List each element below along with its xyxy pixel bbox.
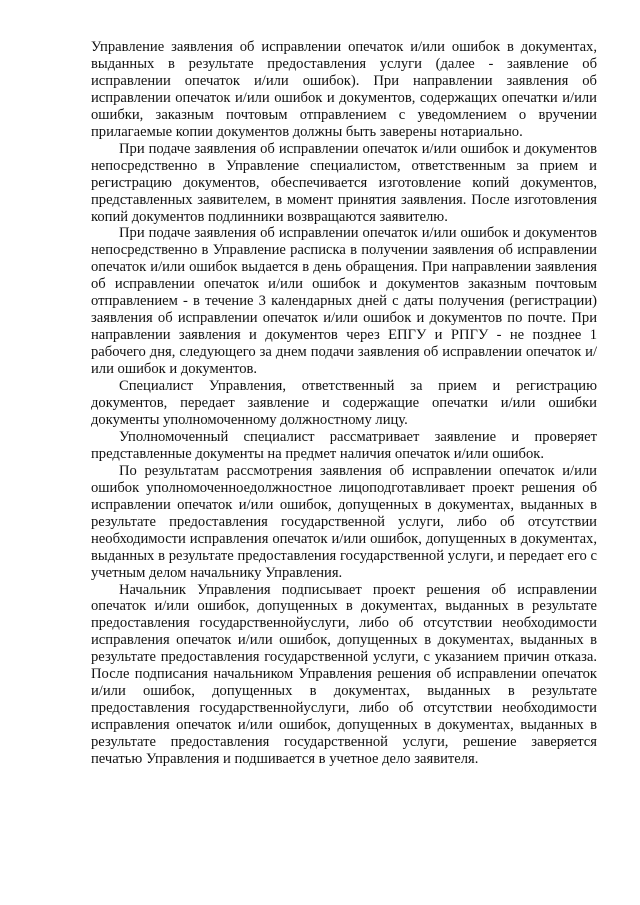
paragraph-receipt: При подаче заявления об исправлении опечаток и/или ошибок и документов непосредственно в Управление расписка в получении заявления об исправлении опечаток и/или ошибок выдается в день обращения. При направлении заявления об исправлении опечаток и/или ошибок и документов заказным почтовым отправлением - в течение 3 календарных дней с даты получения (регистрации) заявления об исправлении опечаток и/или ошибок и документов по почте. При направлении заявления и документов через ЕПГУ и РПГУ - не позднее 1 рабочего дня, следующего за днем подачи заявления об исправлении опечаток и/или ошибок и документов. xyxy=(91,225,597,378)
paragraph-continuation: Управление заявления об исправлении опечаток и/или ошибок в документах, выданных в результате предоставления услуги (далее - заявление об исправлении опечаток и/или ошибок). При направлении заявления об исправлении опечаток и/или ошибок и документов, содержащих опечатки и/или ошибки, заказным почтовым отправлением с уведомлением о вручении прилагаемые копии документов должны быть заверены нотариально. xyxy=(91,39,597,140)
document-page xyxy=(91,39,597,768)
paragraph-draft-decision: По результатам рассмотрения заявления об исправлении опечаток и/или ошибок уполномоченноедолжностное лицоподготавливает проект решения об исправлении опечаток и/или ошибок, допущенных в документах, выданных в результате предоставления государственной услуги, либо об отсутствии необходимости исправления опечаток и/или ошибок, допущенных в документах, выданных в результате предоставления государственной услуги, и передает его с учетным делом начальнику Управления. xyxy=(91,462,597,581)
paragraph-review: Уполномоченный специалист рассматривает заявление и проверяет представленные документы на предмет наличия опечаток и/или ошибок. xyxy=(91,428,597,462)
paragraph-copies: При подаче заявления об исправлении опечаток и/или ошибок и документов непосредственно в Управление специалистом, ответственным за прием и регистрацию документов, обеспечивается изготовление копий документов, представленных заявителем, в момент принятия заявления. После изготовления копий документов подлинники возвращаются заявителю. xyxy=(91,140,597,225)
paragraph-transfer: Специалист Управления, ответственный за прием и регистрацию документов, передает заявление и содержащие опечатки и/или ошибки документы уполномоченному должностному лицу. xyxy=(91,378,597,428)
paragraph-signing: Начальник Управления подписывает проект решения об исправлении опечаток и/или ошибок, допущенных в документах, выданных в результате предоставления государственнойуслуги, либо об отсутствии необходимости исправления опечаток и/или ошибок, допущенных в документах, выданных в результате предоставления государственной услуги, с указанием причин отказа. После подписания начальником Управления решения об исправлении опечаток и/или ошибок, допущенных в документах, выданных в результате предоставления государственнойуслуги, либо об отсутствии необходимости исправления опечаток и/или ошибок, допущенных в документах, выданных в результате предоставления государственной услуги, решение заверяется печатью Управления и подшивается в учетное дело заявителя. xyxy=(91,581,597,768)
